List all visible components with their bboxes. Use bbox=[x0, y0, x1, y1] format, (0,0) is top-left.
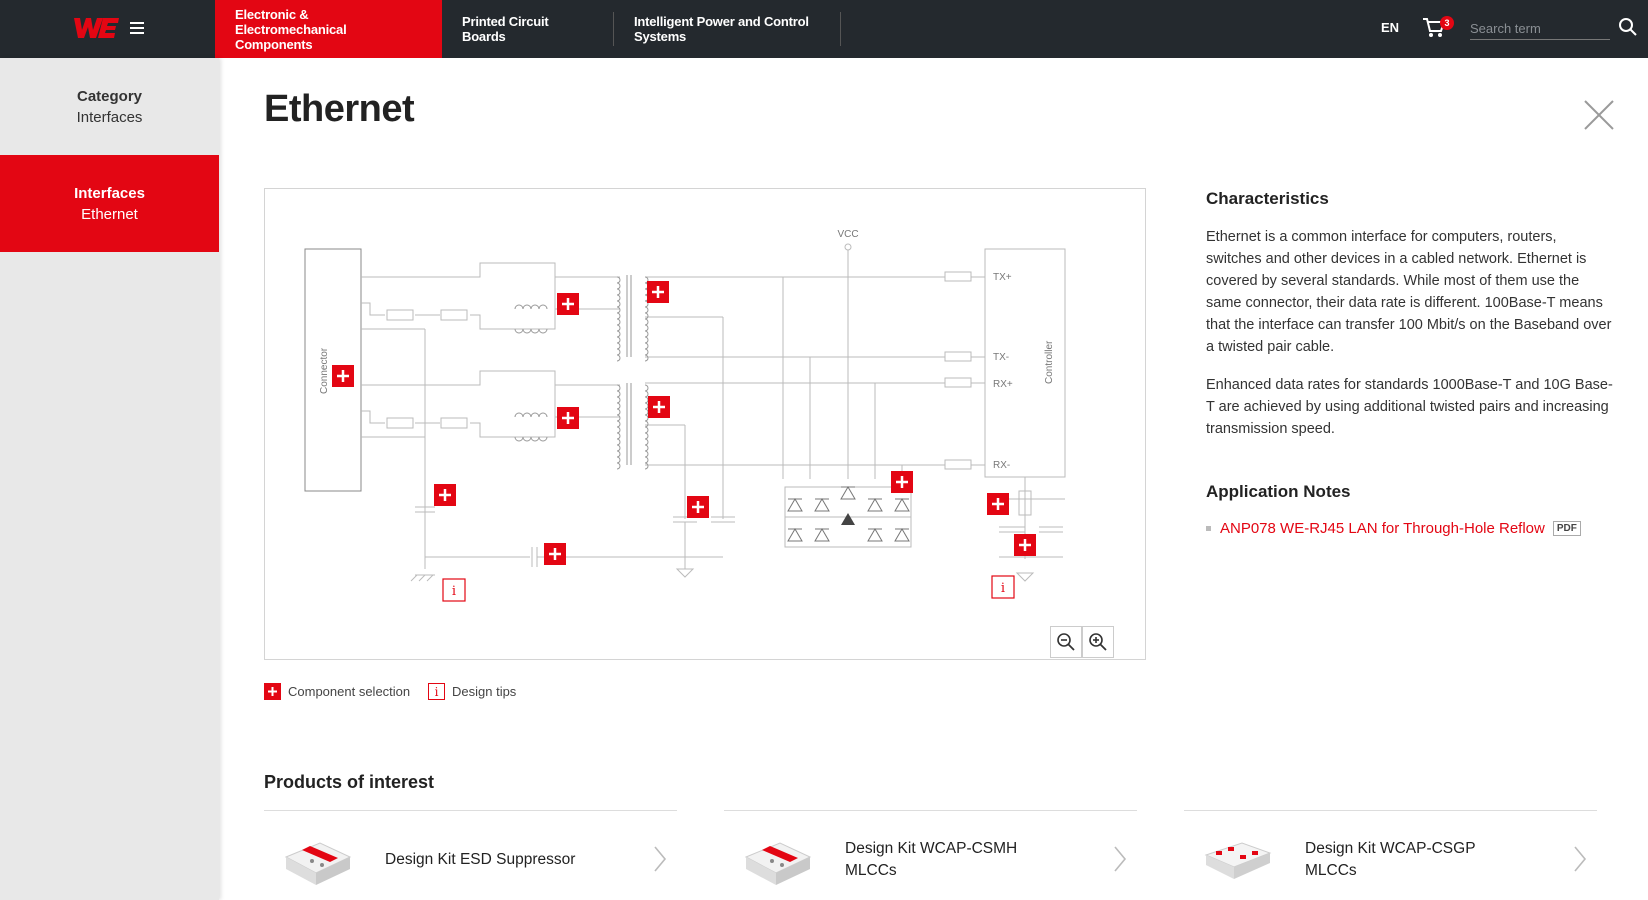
zoom-out-icon bbox=[1056, 632, 1076, 652]
product-name-line: MLCCs bbox=[845, 862, 897, 879]
bullet-icon bbox=[1206, 526, 1211, 531]
application-note-link[interactable] bbox=[1206, 520, 1581, 537]
product-name-line: Design Kit ESD Suppressor bbox=[385, 851, 576, 868]
design-tip-button[interactable] bbox=[443, 579, 465, 601]
pdf-badge: PDF bbox=[1553, 521, 1581, 536]
product-name bbox=[1305, 838, 1476, 882]
tx-minus-label: TX- bbox=[993, 352, 1010, 363]
search-icon[interactable] bbox=[1618, 17, 1638, 37]
vcc-label: VCC bbox=[837, 229, 859, 240]
component-selection-button[interactable] bbox=[987, 493, 1009, 515]
design-tip-button[interactable] bbox=[992, 576, 1014, 598]
cart-count-badge: 3 bbox=[1440, 16, 1454, 30]
legend-design-tips bbox=[428, 683, 516, 700]
component-selection-button[interactable] bbox=[434, 484, 456, 506]
product-thumbnail bbox=[282, 835, 352, 887]
component-selection-button[interactable] bbox=[544, 543, 566, 565]
products-of-interest-heading: Products of interest bbox=[264, 772, 435, 792]
zoom-in-icon bbox=[1088, 632, 1108, 652]
application-note-label: ANP078 WE-RJ45 LAN for Through-Hole Reflow bbox=[1220, 520, 1545, 537]
chevron-right-icon bbox=[1573, 845, 1587, 873]
nav-tab-label: Printed Circuit Boards bbox=[462, 14, 549, 44]
component-selection-button[interactable] bbox=[648, 396, 670, 418]
rx-plus-label: RX+ bbox=[993, 379, 1013, 390]
schematic-diagram bbox=[264, 188, 1146, 660]
component-selection-button[interactable] bbox=[891, 471, 913, 493]
sidebar-item-label: Ethernet bbox=[81, 205, 138, 223]
nav-tab-intelligent-power[interactable] bbox=[614, 0, 840, 58]
nav-tab-electronic-components[interactable] bbox=[215, 0, 442, 58]
component-selection-button[interactable] bbox=[557, 293, 579, 315]
component-selection-button[interactable] bbox=[332, 365, 354, 387]
nav-tab-label: Systems bbox=[634, 29, 687, 44]
product-thumbnail bbox=[1202, 835, 1272, 887]
sidebar-item-heading: Category bbox=[76, 87, 143, 105]
component-selection-button[interactable] bbox=[687, 496, 709, 518]
menu-icon[interactable] bbox=[130, 22, 144, 34]
plus-icon bbox=[264, 683, 281, 700]
svg-text:i: i bbox=[1000, 581, 1006, 596]
product-name bbox=[385, 849, 575, 871]
ethernet-schematic bbox=[265, 189, 1145, 659]
nav-divider bbox=[840, 12, 841, 46]
application-notes-heading: Application Notes bbox=[1206, 482, 1351, 501]
product-name-line: Design Kit WCAP-CSGP bbox=[1305, 840, 1476, 857]
svg-text:i: i bbox=[451, 584, 457, 599]
chevron-right-icon bbox=[653, 845, 667, 873]
we-logo[interactable] bbox=[72, 15, 120, 41]
product-thumbnail bbox=[742, 835, 812, 887]
product-name bbox=[845, 838, 1017, 882]
characteristics-paragraph: Enhanced data rates for standards 1000Base-T and 10G Base-T are achieved by using additional twisted pairs and increasing transmission speed. bbox=[1206, 377, 1613, 437]
sidebar-item-label: Interfaces bbox=[76, 108, 143, 126]
info-icon: i bbox=[428, 683, 445, 700]
legend-label: Design tips bbox=[452, 684, 517, 699]
nav-tab-label: Components bbox=[235, 36, 313, 52]
sidebar-item-interfaces[interactable] bbox=[0, 155, 219, 252]
component-selection-button[interactable] bbox=[557, 407, 579, 429]
product-name-line: MLCCs bbox=[1305, 862, 1357, 879]
language-selector[interactable]: EN bbox=[1381, 20, 1400, 35]
product-card[interactable] bbox=[1184, 810, 1597, 900]
sidebar-item-heading: Interfaces bbox=[74, 184, 145, 202]
product-name-line: Design Kit WCAP-CSMH bbox=[845, 840, 1018, 857]
characteristics-paragraph: Ethernet is a common interface for computers, routers, switches and other devices in a cabled network. Ethernet is covered by several standards. While most of them use the same connector, their data rate is different. 100Base-T means that the interface can transfer 100 Mbit/s on the Baseband over a twisted pair cable. bbox=[1206, 229, 1612, 355]
close-icon[interactable] bbox=[1583, 99, 1615, 131]
sidebar bbox=[0, 58, 219, 900]
rx-minus-label: RX- bbox=[993, 460, 1011, 471]
nav-tab-printed-circuit-boards[interactable] bbox=[442, 0, 613, 58]
nav-tab-label: Electronic & Electromechanical bbox=[235, 6, 347, 37]
characteristics-heading: Characteristics bbox=[1206, 189, 1329, 208]
component-selection-button[interactable] bbox=[647, 281, 669, 303]
legend-component-selection bbox=[264, 683, 410, 700]
controller-label: Controller bbox=[1044, 340, 1055, 384]
chevron-right-icon bbox=[1113, 845, 1127, 873]
product-card[interactable] bbox=[724, 810, 1137, 900]
zoom-in-button[interactable] bbox=[1082, 626, 1114, 658]
connector-label: Connector bbox=[319, 347, 330, 394]
product-card[interactable] bbox=[264, 810, 677, 900]
legend-label: Component selection bbox=[288, 684, 411, 699]
nav-tab-label: Intelligent Power and Control bbox=[634, 14, 809, 29]
zoom-out-button[interactable] bbox=[1050, 626, 1082, 658]
component-selection-button[interactable] bbox=[1014, 534, 1036, 556]
sidebar-item-category[interactable] bbox=[0, 58, 219, 155]
search-input[interactable] bbox=[1470, 18, 1610, 40]
page-title: Ethernet bbox=[264, 88, 415, 130]
top-navigation-bar bbox=[0, 0, 1648, 58]
tx-plus-label: TX+ bbox=[993, 272, 1012, 283]
